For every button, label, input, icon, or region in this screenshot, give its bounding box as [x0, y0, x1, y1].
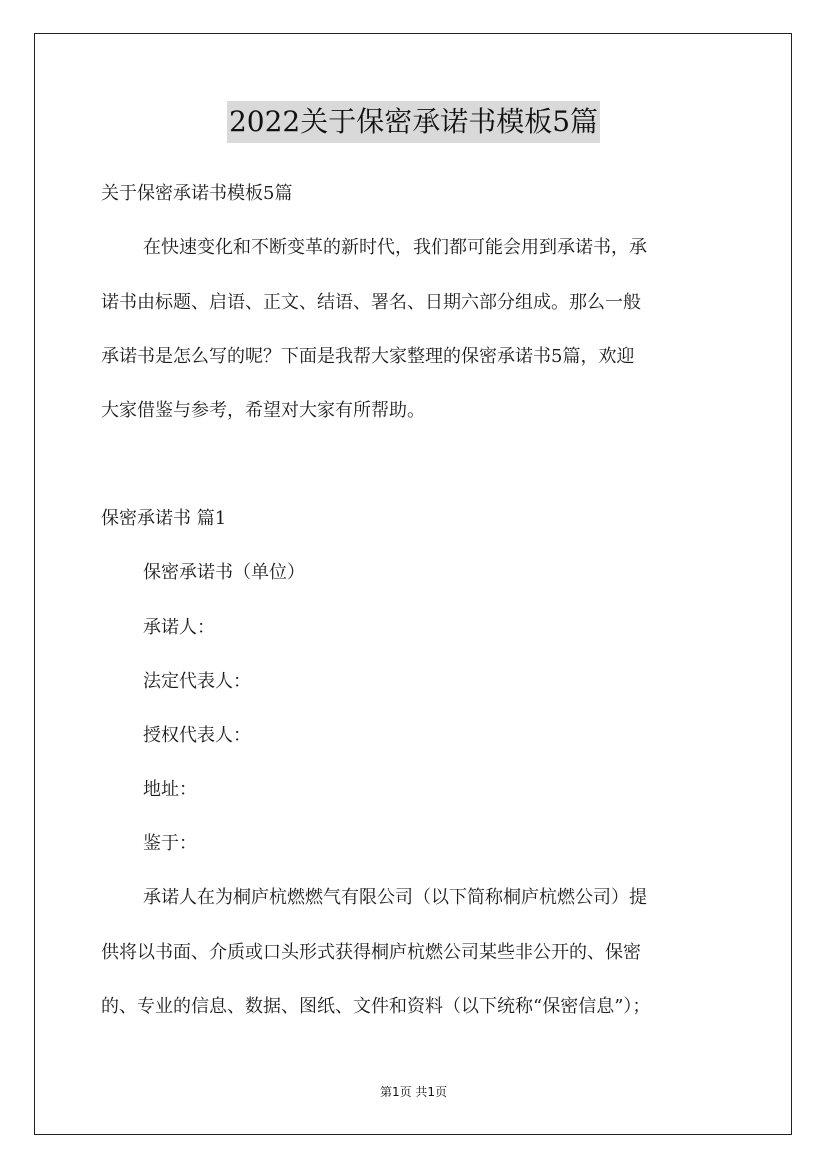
page-footer: 第1页 共1页 — [379, 1085, 448, 1099]
section-item-6: 鉴于： — [143, 833, 197, 854]
section-paragraph-line-1: 承诺人在为桐庐杭燃燃气有限公司（以下简称桐庐杭燃公司）提 — [143, 887, 647, 908]
title-container — [0, 101, 827, 143]
section-item-5: 地址： — [143, 779, 197, 800]
section-paragraph-line-3: 的、专业的信息、数据、图纸、文件和资料（以下统称“保密信息”）； — [101, 996, 651, 1017]
intro-line-1: 在快速变化和不断变革的新时代，我们都可能会用到承诺书，承 — [143, 237, 647, 258]
intro-line-3: 承诺书是怎么写的呢？下面是我帮大家整理的保密承诺书5篇，欢迎 — [101, 346, 635, 367]
document-title: 2022关于保密承诺书模板5篇 — [227, 101, 600, 143]
section-item-3: 法定代表人： — [143, 671, 251, 692]
section-item-2: 承诺人： — [143, 617, 215, 638]
section-item-4: 授权代表人： — [143, 725, 251, 746]
section-item-1: 保密承诺书（单位） — [143, 562, 305, 583]
intro-line-4: 大家借鉴与参考，希望对大家有所帮助。 — [101, 400, 425, 421]
intro-line-2: 诺书由标题、启语、正文、结语、署名、日期六部分组成。那么一般 — [101, 292, 641, 313]
section-heading: 保密承诺书 篇1 — [101, 508, 227, 529]
section-paragraph-line-2: 供将以书面、介质或口头形式获得桐庐杭燃公司某些非公开的、保密 — [101, 942, 641, 963]
document-subtitle: 关于保密承诺书模板5篇 — [101, 183, 293, 204]
